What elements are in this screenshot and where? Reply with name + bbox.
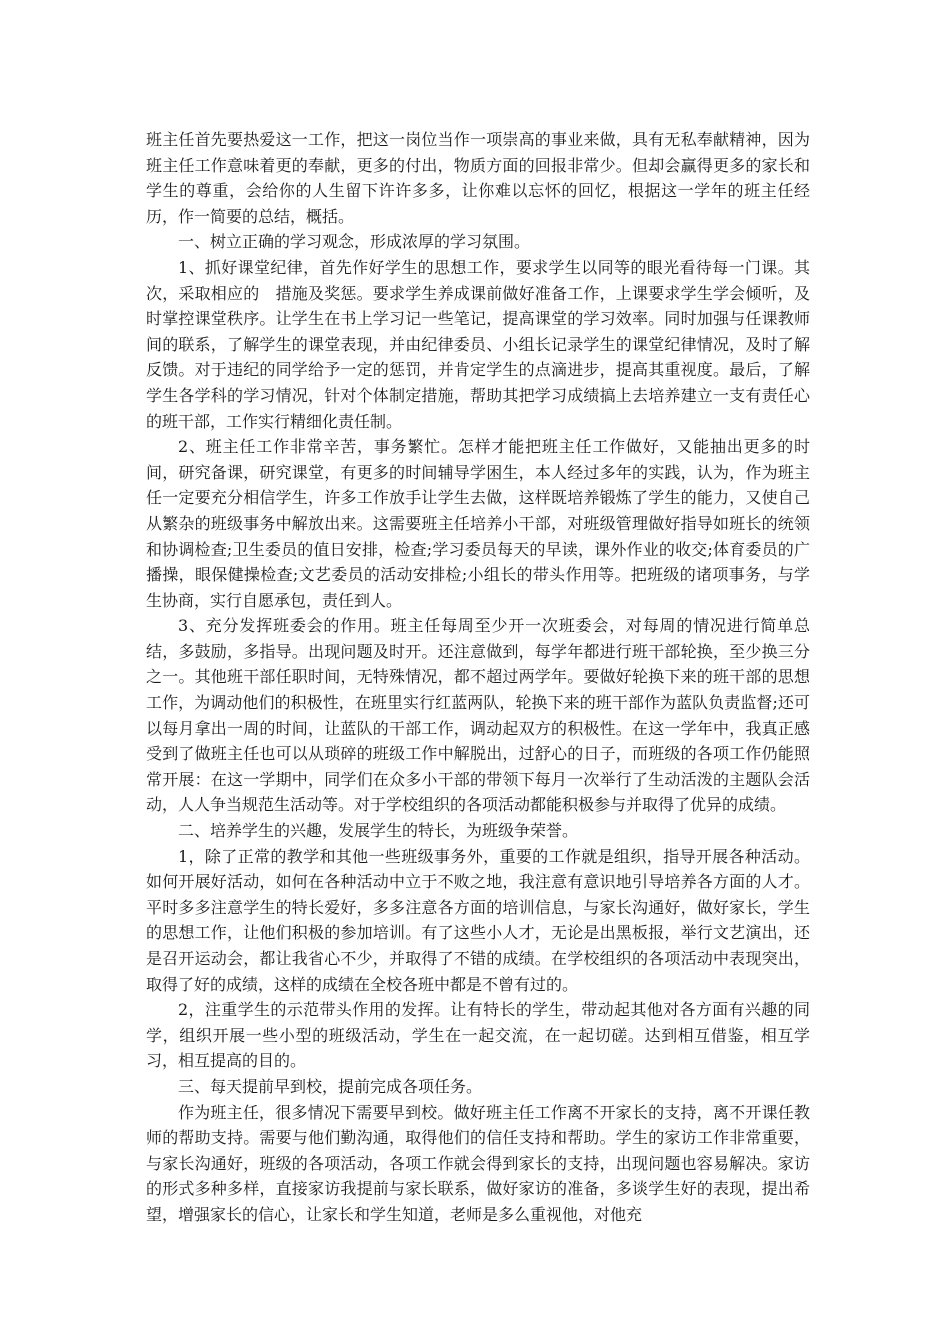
paragraph-1-2: 2、班主任工作非常辛苦，事务繁忙。怎样才能把班主任工作做好，又能抽出更多的时间，研究备课，研究课堂，有更多的时间辅导学困生，本人经过多年的实践，认为，作为班主任一定要充分相信学生，许多工作放手让学生去做，这样既培养锻炼了学生的能力，又使自己从繁杂的班级事务中解放出来。这需要班主任培养小干部，对班级管理做好指导如班长的统领和协调检查;卫生委员的值日安排，检查;学习委员每天的早读，课外作业的收交;体育委员的广播操，眼保健操检查;文艺委员的活动安排检;小组长的带头作用等。把班级的诸项事务，与学生协商，实行自愿承包，责任到人。: [146, 437, 810, 610]
paragraph-2-1: 1，除了正常的教学和其他一些班级事务外，重要的工作就是组织，指导开展各种活动。如何开展好活动，如何在各种活动中立于不败之地，我注意有意识地引导培养各方面的人才。平时多多注意学生的特长爱好，多多注意各方面的培训信息，与家长沟通好，做好家长，学生的思想工作，让他们积极的参加培训。有了这些小人才，无论是出黑板报，举行文艺演出，还是召开运动会，都让我省心不少，并取得了不错的成绩。在学校组织的各项活动中表现突出，取得了好的成绩，这样的成绩在全校各班中都是不曾有过的。: [146, 846, 810, 994]
section-heading-3: 三、每天提前早到校，提前完成各项任务。: [178, 1076, 483, 1096]
paragraph-1-3: 3、充分发挥班委会的作用。班主任每周至少开一次班委会，对每周的情况进行简单总结，多鼓励，多指导。出现问题及时开。还注意做到，每学年都进行班干部轮换，至少换三分之一。其他班干部任职时间，无特殊情况，都不超过两学年。要做好轮换下来的班干部的思想工作，为调动他们的积极性，在班里实行红蓝两队，轮换下来的班干部作为蓝队负责监督;还可以每月拿出一周的时间，让蓝队的干部工作，调动起双方的积极性。在这一学年中，我真正感受到了做班主任也可以从琐碎的班级工作中解脱出，过舒心的日子，而班级的各项工作仍能照常开展：在这一学期中，同学们在众多小干部的带领下每月一次举行了生动活泼的主题队会活动，人人争当规范生活动等。对于学校组织的各项活动都能积极参与并取得了优异的成绩。: [146, 616, 810, 815]
paragraph-3-1: 作为班主任，很多情况下需要早到校。做好班主任工作离不开家长的支持，离不开课任教师的帮助支持。需要与他们勤沟通，取得他们的信任支持和帮助。学生的家访工作非常重要，与家长沟通好，班级的各项活动，各项工作就会得到家长的支持，出现问题也容易解决。家访的形式多种多样，直接家访我提前与家长联系，做好家访的准备，多谈学生好的表现，提出希望，增强家长的信心，让家长和学生知道，老师是多么重视他，对他充: [146, 1102, 810, 1224]
document-body: [146, 127, 810, 1228]
paragraph-intro: 班主任首先要热爱这一工作，把这一岗位当作一项崇高的事业来做，具有无私奉献精神，因为班主任工作意味着更的奉献，更多的付出，物质方面的回报非常少。但却会赢得更多的家长和学生的尊重，会给你的人生留下许许多多，让你难以忘怀的回忆，根据这一学年的班主任经历，作一简要的总结，概括。: [146, 130, 810, 226]
paragraph-2-2: 2，注重学生的示范带头作用的发挥。让有特长的学生，带动起其他对各方面有兴趣的同学，组织开展一些小型的班级活动，学生在一起交流，在一起切磋。达到相互借鉴，相互学习，相互提高的目的。: [146, 1000, 810, 1071]
section-heading-2: 二、培养学生的兴趣，发展学生的特长，为班级争荣誉。: [178, 821, 579, 841]
section-heading-1: 一、树立正确的学习观念，形成浓厚的学习氛围。: [178, 232, 531, 252]
paragraph-1-1: 1、抓好课堂纪律，首先作好学生的思想工作，要求学生以同等的眼光看待每一门课。其次，采取相应的 措施及奖惩。要求学生养成课前做好准备工作，上课要求学生学会倾听，及时掌控课堂秩序。让学生在书上学习记一些笔记，提高课堂的学习效率。同时加强与任课教师间的联系，了解学生的课堂表现，并由纪律委员、小组长记录学生的课堂纪律情况，及时了解反馈。对于违纪的同学给予一定的惩罚，并肯定学生的点滴进步，提高其重视度。最后，了解学生各学科的学习情况，针对个体制定措施，帮助其把学习成绩搞上去培养建立一支有责任心的班干部，工作实行精细化责任制。: [146, 257, 810, 431]
